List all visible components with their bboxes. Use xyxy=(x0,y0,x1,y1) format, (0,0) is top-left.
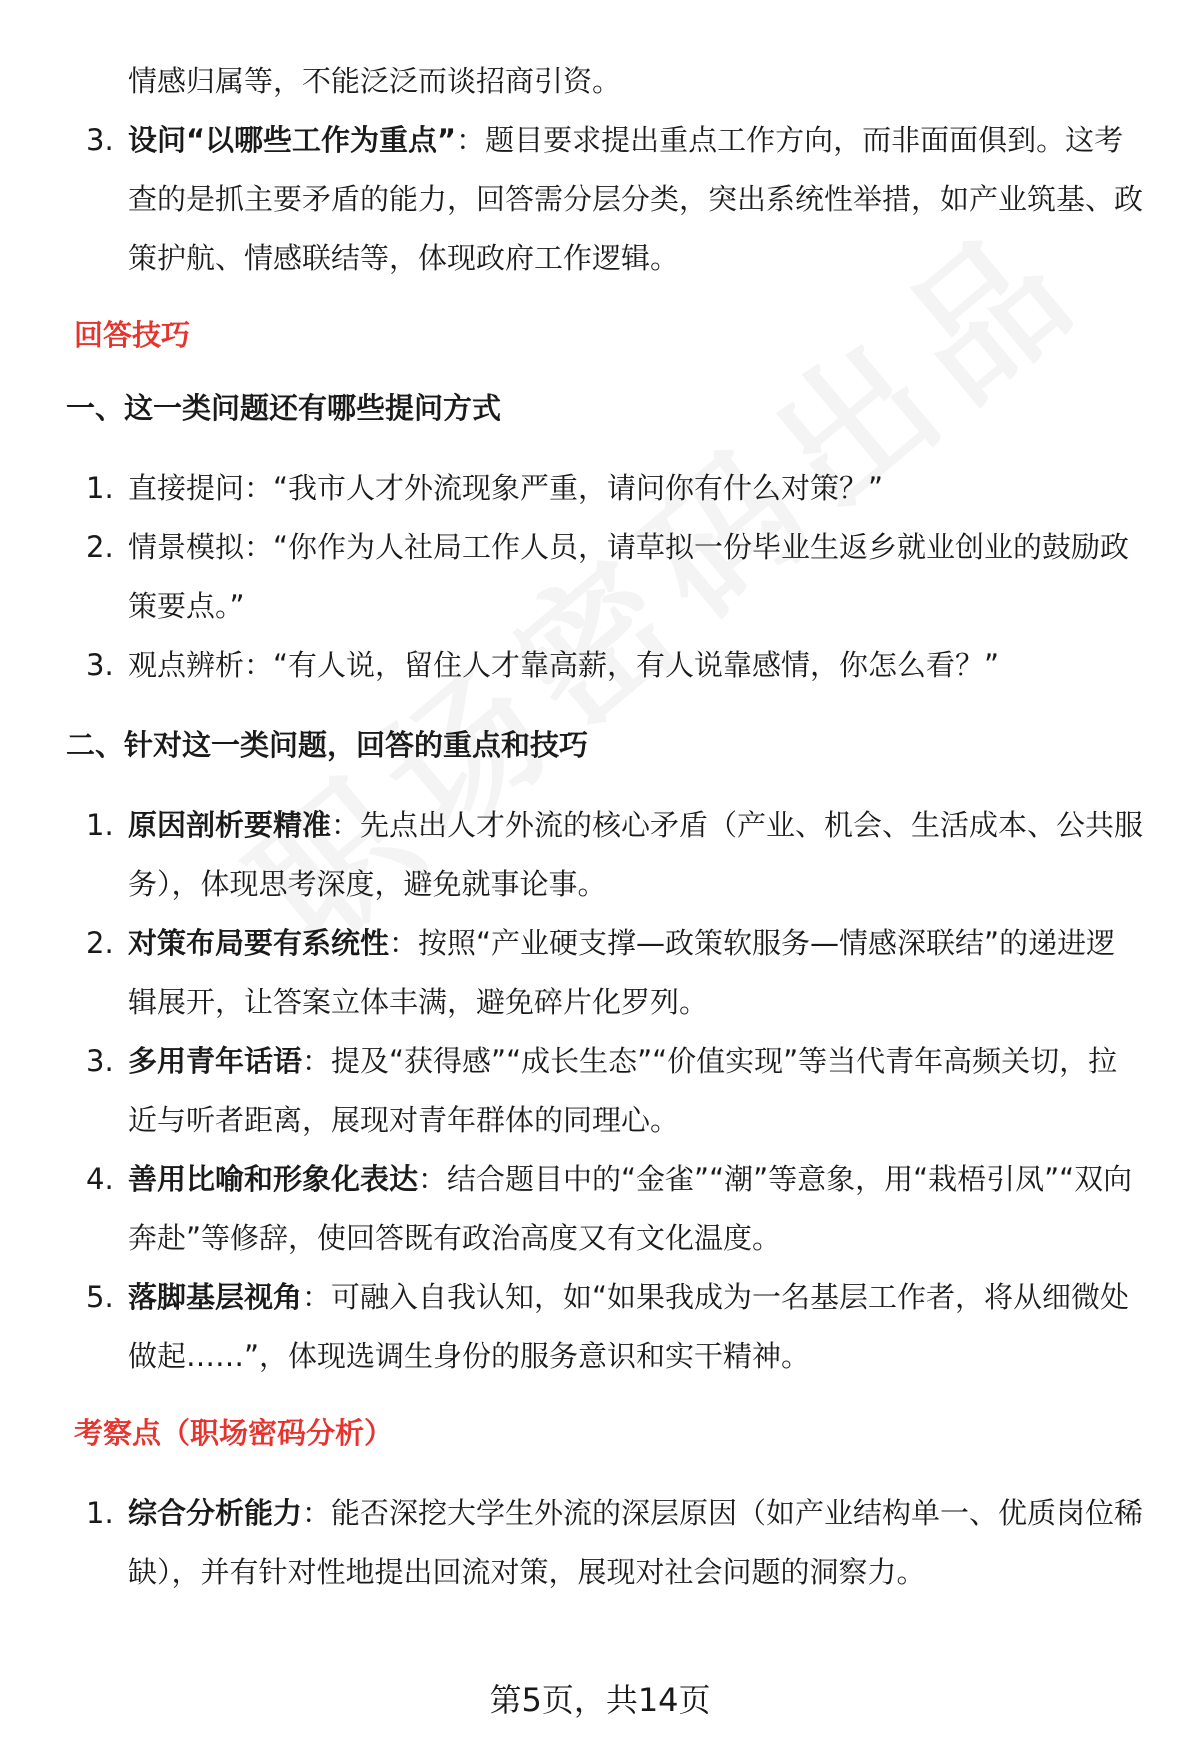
sub2-item-5 xyxy=(74,1268,1144,1386)
item-text: ：可融入自我认知，如“如果我成为一名基层工作者，将从细微处做起……”，体现选调生身份的服务意识和实干精神。 xyxy=(128,1280,1130,1373)
item-number: 3. xyxy=(86,1044,114,1078)
item-number: 5. xyxy=(86,1280,114,1314)
intro-item-3 xyxy=(74,111,1144,288)
item-number: 3. xyxy=(86,648,114,682)
item-number: 1. xyxy=(86,1496,114,1530)
sub2-title: 二、针对这一类问题，回答的重点和技巧 xyxy=(66,728,589,762)
item-number: 3. xyxy=(86,123,114,157)
item-bold: 多用青年话语 xyxy=(128,1044,303,1078)
sub2-item-3 xyxy=(74,1032,1144,1150)
item-number: 4. xyxy=(86,1162,114,1196)
item-text: ：按照“产业硬支撑—政策软服务—情感深联结”的递进逻辑展开，让答案立体丰满，避免碎片化罗列。 xyxy=(128,926,1116,1019)
item-text: ：结合题目中的“金雀”“潮”等意象，用“栽梧引凤”“双向奔赴”等修辞，使回答既有政治高度又有文化温度。 xyxy=(128,1162,1133,1255)
item-bold: 对策布局要有系统性 xyxy=(128,926,390,960)
item-bold: 落脚基层视角 xyxy=(128,1280,303,1314)
item-number: 1. xyxy=(86,471,114,505)
item-text: ：能否深挖大学生外流的深层原因（如产业结构单一、优质岗位稀缺），并有针对性地提出回流对策，展现对社会问题的洞察力。 xyxy=(128,1496,1144,1589)
item-number: 1. xyxy=(86,808,114,842)
item-text: ：题目要求提出重点工作方向，而非面面俱到。这考查的是抓主要矛盾的能力，回答需分层分类，突出系统性举措，如产业筑基、政策护航、情感联结等，体现政府工作逻辑。 xyxy=(128,123,1144,275)
item-bold: 设问“以哪些工作为重点” xyxy=(128,123,457,157)
item-number: 2. xyxy=(86,530,114,564)
item-bold: 善用比喻和形象化表达 xyxy=(128,1162,419,1196)
item-text: 观点辨析：“有人说，留住人才靠高薪，有人说靠感情，你怎么看？” xyxy=(128,648,1000,682)
item-text: 直接提问：“我市人才外流现象严重，请问你有什么对策？” xyxy=(128,471,884,505)
page-content xyxy=(66,52,1144,1602)
points-item-1 xyxy=(74,1484,1144,1602)
sub1-item-2 xyxy=(74,518,1144,636)
item-number: 2. xyxy=(86,926,114,960)
sub1-item-1 xyxy=(74,459,1144,518)
sub1-item-3 xyxy=(74,636,1144,695)
sub1-title: 一、这一类问题还有哪些提问方式 xyxy=(66,391,502,425)
item-text: ：提及“获得感”“成长生态”“价值实现”等当代青年高频关切，拉近与听者距离，展现对青年群体的同理心。 xyxy=(128,1044,1118,1137)
item-bold: 综合分析能力 xyxy=(128,1496,303,1530)
section-answer-title: 回答技巧 xyxy=(74,318,191,352)
intro-tail: 情感归属等，不能泛泛而谈招商引资。 xyxy=(128,64,622,98)
section-points-title: 考察点（职场密码分析） xyxy=(74,1416,394,1450)
item-text: 情景模拟：“你作为人社局工作人员，请草拟一份毕业生返乡就业创业的鼓励政策要点。” xyxy=(128,530,1130,623)
sub2-item-2 xyxy=(74,914,1144,1032)
item-text: ：先点出人才外流的核心矛盾（产业、机会、生活成本、公共服务），体现思考深度，避免就事论事。 xyxy=(128,808,1144,901)
item-bold: 原因剖析要精准 xyxy=(128,808,332,842)
sub2-item-4 xyxy=(74,1150,1144,1268)
sub2-item-1 xyxy=(74,796,1144,914)
page-footer: 第5页，共14页 xyxy=(489,1681,711,1719)
